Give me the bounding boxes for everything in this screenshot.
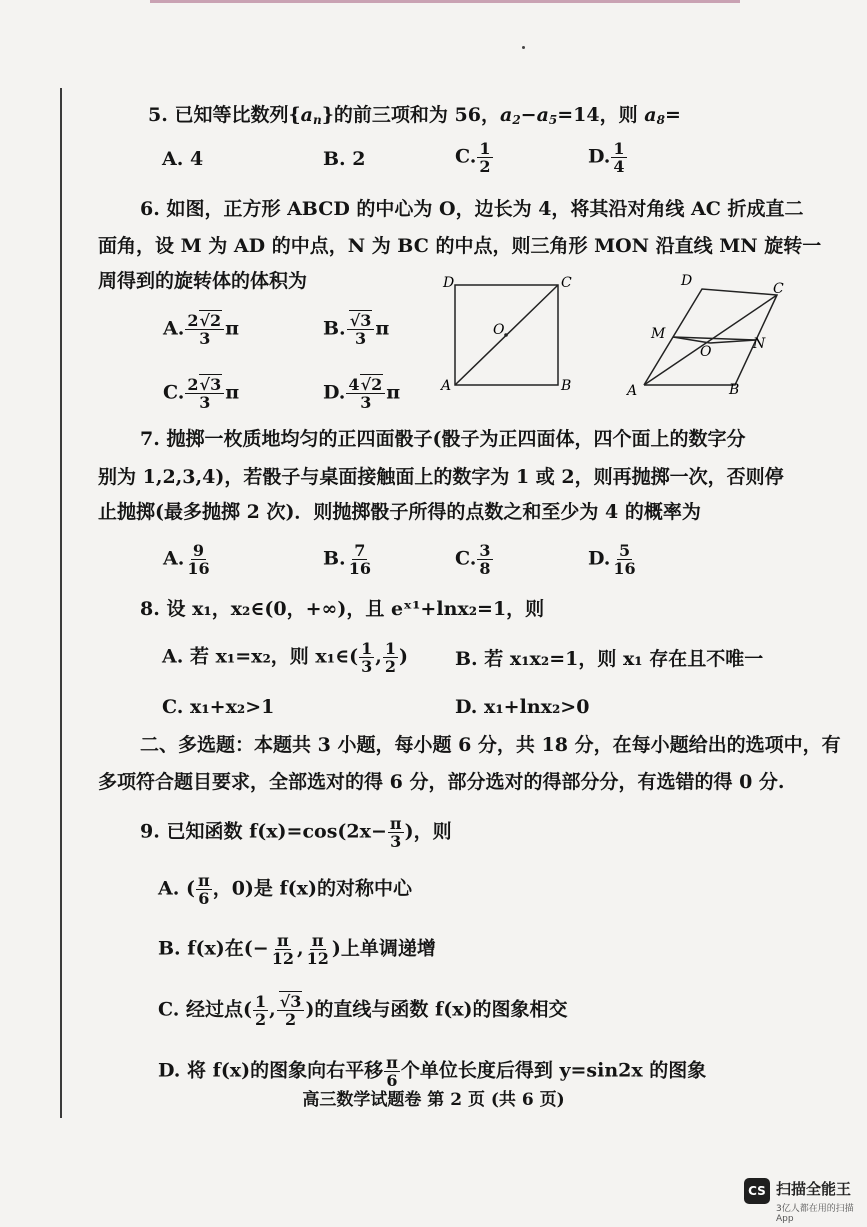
- q8-option-d: D. x₁+lnx₂>0: [455, 696, 590, 718]
- label-d: D: [681, 273, 693, 289]
- label-d: D: [443, 275, 455, 291]
- q6-option-d: D. $\frac{4√2}{3}$ π: [323, 375, 401, 412]
- label-b: B: [729, 382, 740, 398]
- q6-line1: 6. 如图，正方形 ABCD 的中心为 O，边长为 4，将其沿对角线 AC 折成直二: [140, 198, 804, 220]
- q5-option-d: D. $\frac{1}{4}$: [588, 139, 625, 176]
- q7-line2: 别为 1,2,3,4)，若骰子与桌面接触面上的数字为 1 或 2，则再抛掷一次，否则停: [98, 466, 784, 488]
- watermark-title: 扫描全能王: [776, 1180, 852, 1198]
- q6-option-b: B. $\frac{√3}{3}$ π: [323, 311, 390, 348]
- square-figure: [430, 270, 580, 400]
- label-b: B: [561, 378, 572, 394]
- q7-line1: 7. 抛掷一枚质地均匀的正四面骰子(骰子为正四面体，四个面上的数字分: [140, 428, 746, 450]
- label-n: N: [753, 336, 766, 352]
- q9-option-b: B. f(x)在(− $\frac{\pi}{12}$ , $\frac{\pi}{12}$ )上单调递增: [158, 931, 436, 968]
- q7-line3: 止抛掷(最多抛掷 2 次)．则抛掷骰子所得的点数之和至少为 4 的概率为: [98, 501, 701, 523]
- q8-stem: 8. 设 x₁，x₂∈(0，+∞)，且 eˣ¹+lnx₂=1，则: [140, 598, 545, 620]
- folded-figure: [625, 268, 795, 403]
- scan-speck: [522, 46, 525, 49]
- q7-option-c: C. $\frac{3}{8}$: [455, 541, 491, 578]
- label-m: M: [651, 326, 666, 342]
- q9-option-a: A. ( $\frac{\pi}{6}$ ，0)是 f(x)的对称中心: [158, 871, 412, 908]
- q6-line3: 周得到的旋转体的体积为: [98, 270, 308, 292]
- q7-option-a: A. $\frac{9}{16}$: [163, 541, 210, 578]
- q8-option-a: A. 若 x₁=x₂，则 x₁∈( $\frac{1}{3}$ , $\frac{1}{2}$ ): [162, 639, 409, 676]
- q9-stem: 9. 已知函数 f(x)=cos(2x− $\frac{\pi}{3}$ )，则: [140, 814, 452, 851]
- section2-line2: 多项符合题目要求，全部选对的得 6 分，部分选对的得部分分，有选错的得 0 分.: [98, 771, 785, 793]
- label-c: C: [773, 281, 784, 297]
- q6-option-c: C. $\frac{2√3}{3}$ π: [163, 375, 240, 412]
- page-footer: 高三数学试题卷 第 2 页 (共 6 页): [302, 1090, 565, 1110]
- q9-option-c: C. 经过点( $\frac{1}{2}$ , $\frac{√3}{2}$ )的直线与函数 f(x)的图象相交: [158, 992, 568, 1029]
- watermark-subtitle: 3亿人都在用的扫描App: [776, 1204, 854, 1224]
- camscanner-logo-icon: CS: [744, 1178, 770, 1204]
- q5-stem: 5. 已知等比数列$\{a_n\}$的前三项和为 56，$a_2-a_5=14$，则 $a_8=$: [148, 104, 681, 127]
- top-edge-line: [150, 0, 740, 3]
- section2-line1: 二、多选题：本题共 3 小题，每小题 6 分，共 18 分，在每小题给出的选项中，有: [140, 734, 841, 756]
- label-o: O: [493, 322, 505, 338]
- q5-option-c: C. $\frac{1}{2}$: [455, 139, 491, 176]
- q9-option-d: D. 将 f(x)的图象向右平移 $\frac{\pi}{6}$ 个单位长度后得到 y=sin2x 的图象: [158, 1053, 707, 1090]
- q5-option-b: B. 2: [323, 148, 366, 170]
- label-o: O: [700, 344, 712, 360]
- q8-option-b: B. 若 x₁x₂=1，则 x₁ 存在且不唯一: [455, 648, 764, 670]
- q5-option-a: A. 4: [162, 148, 204, 170]
- q6-option-a: A. $\frac{2√2}{3}$ π: [163, 311, 240, 348]
- q6-line2: 面角，设 M 为 AD 的中点，N 为 BC 的中点，则三角形 MON 沿直线 MN 旋转一: [98, 235, 822, 257]
- left-margin-rule: [60, 88, 62, 1118]
- label-a: A: [627, 383, 638, 399]
- label-c: C: [561, 275, 572, 291]
- label-a: A: [441, 378, 452, 394]
- center-o: [504, 333, 508, 337]
- q7-option-b: B. $\frac{7}{16}$: [323, 541, 371, 578]
- q8-option-c: C. x₁+x₂>1: [162, 696, 275, 718]
- q7-option-d: D. $\frac{5}{16}$: [588, 541, 636, 578]
